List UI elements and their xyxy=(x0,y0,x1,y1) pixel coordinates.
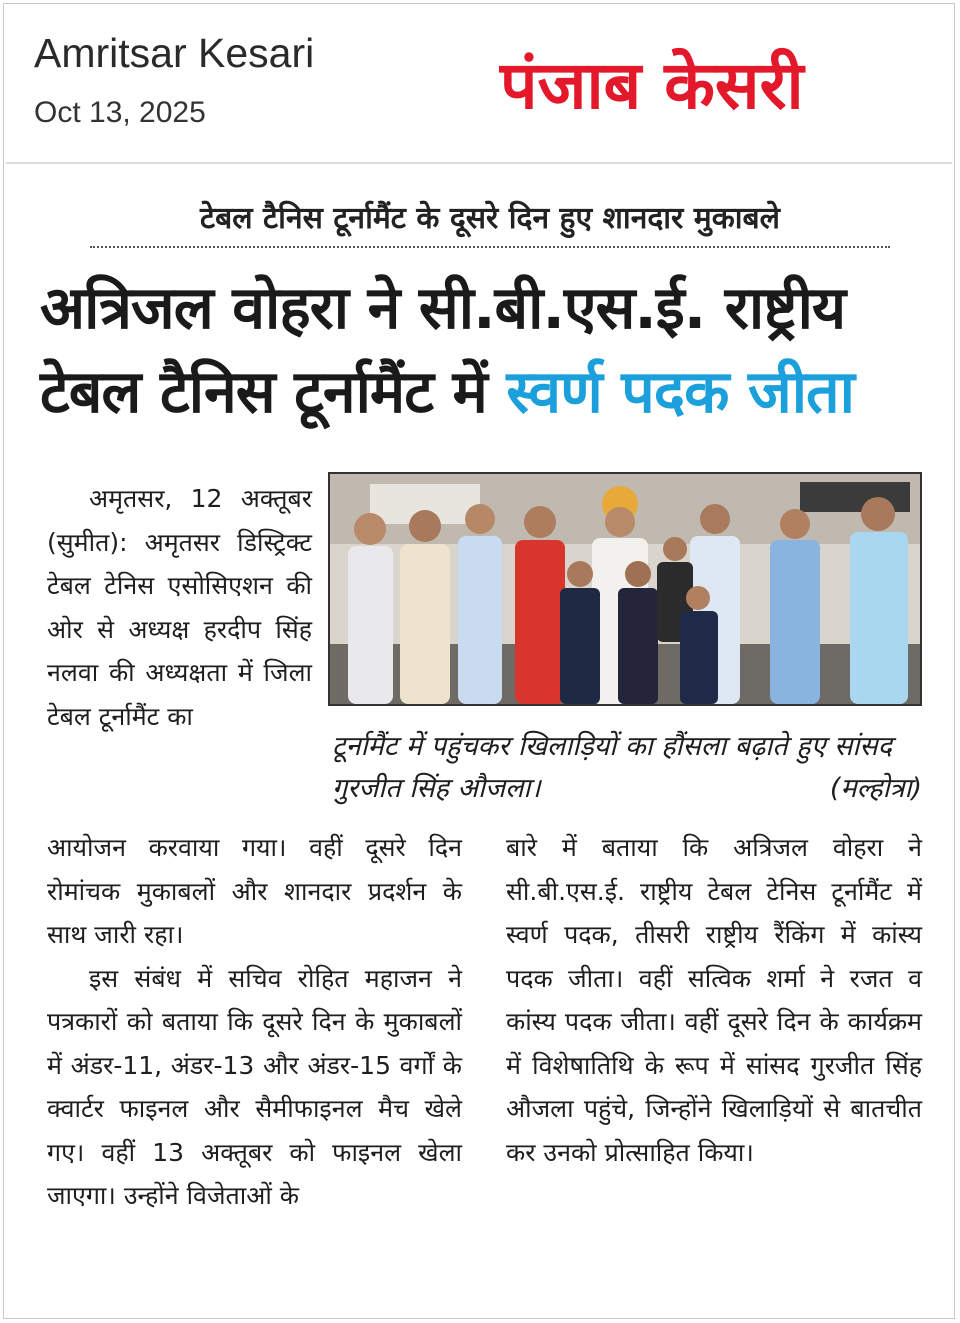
photo-caption-text: टूर्नामैंट में पहुंचकर खिलाड़ियों का हौंसला बढ़ाते हुए सांसद गुरजीत सिंह औजला। xyxy=(332,731,892,804)
headline-line-2-text: टेबल टैनिस टूर्नामैंट में xyxy=(40,357,507,426)
group-photo-illustration xyxy=(330,474,920,704)
headline-highlight: स्वर्ण पदक जीता xyxy=(506,357,854,426)
article-paragraph-2-continued: बारे में बताया कि अत्रिजल वोहरा ने सी.बी.एस.ई. राष्ट्रीय टेबल टेनिस टूर्नामैंट में स्वर्ण पदक, तीसरी राष्ट्रीय रैंकिंग में कांस्य पदक जीता। वहीं सत्विक शर्मा ने रजत व कांस्य पदक जीता। वहीं दूसरे दिन के कार्यक्रम में विशेषातिथि के रूप में सांसद गुरजीत सिंह औजला पहुंचे, जिन्होंने खिलाड़ियों से बातचीत कर उनको प्रोत्साहित किया। xyxy=(506,833,922,1167)
article-paragraph-2: इस संबंध में सचिव रोहित महाजन ने पत्रकारों को बताया कि दूसरे दिन के मुकाबलों में अंडर-11, अंडर-13 और अंडर-15 वर्गों के क्वार्टर फाइनल और सैमीफाइनल मैच खेले गए। वहीं 13 अक्तूबर को फाइनल खेला जाएगा। उन्होंने विजेताओं के xyxy=(47,963,462,1210)
photo-credit: (मल्होत्रा) xyxy=(829,773,922,804)
newspaper-logo: पंजाब केसरी xyxy=(500,47,804,124)
article-column-right xyxy=(506,826,922,1174)
article-headline xyxy=(40,266,940,434)
header-divider xyxy=(6,162,952,164)
article-paragraph-intro: अमृतसर, 12 अक्तूबर (सुमीत): अमृतसर डिस्ट्रिक्ट टेबल टेनिस एसोसिएशन की ओर से अध्यक्ष हरदीप सिंह नलवा की अध्यक्षता में जिला टेबल टूर्नामैंट का xyxy=(47,484,312,731)
article-column-left-bottom xyxy=(47,826,462,1218)
headline-line-1: अत्रिजल वोहरा ने सी.बी.एस.ई. राष्ट्रीय xyxy=(40,273,846,342)
kicker-underline xyxy=(90,246,890,248)
article-kicker: टेबल टैनिस टूर्नामैंट के दूसरे दिन हुए शानदार मुकाबले xyxy=(200,201,780,236)
edition-name: Amritsar Kesari xyxy=(34,30,315,76)
edition-date: Oct 13, 2025 xyxy=(34,96,206,129)
news-photo xyxy=(328,472,922,706)
article-paragraph-1-continued: आयोजन करवाया गया। वहीं दूसरे दिन रोमांचक मुकाबलों और शानदार प्रदर्शन के साथ जारी रहा। xyxy=(47,833,462,949)
photo-caption xyxy=(332,726,922,810)
headline-line-2 xyxy=(40,350,940,434)
article-column-left-top xyxy=(47,477,312,738)
